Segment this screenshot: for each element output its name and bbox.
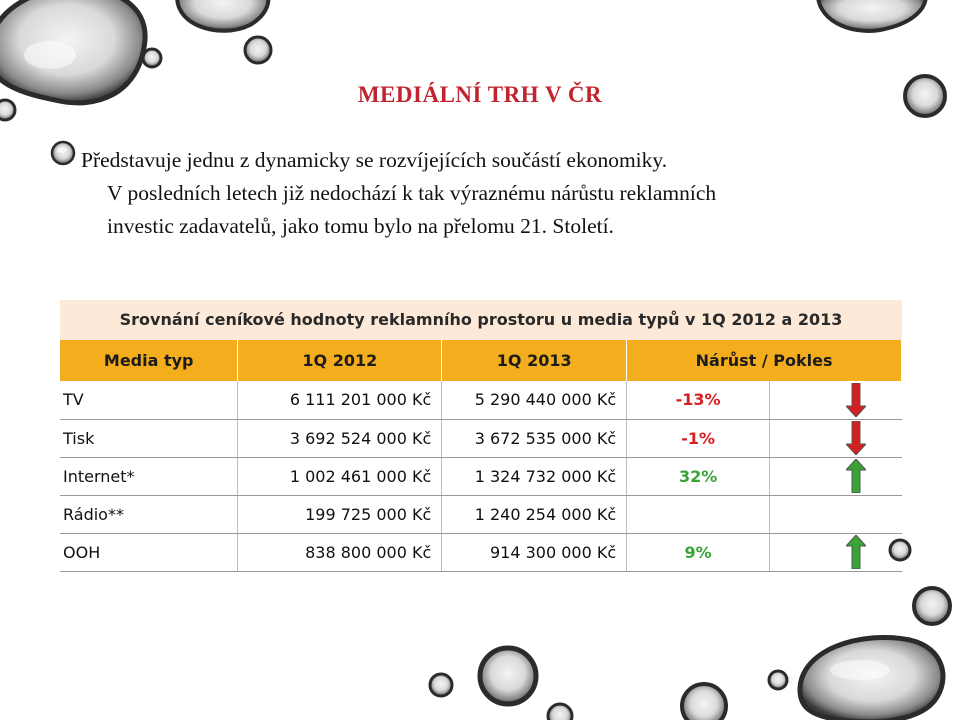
value-2012-cell: 1 002 461 000 Kč <box>238 457 442 495</box>
trend-arrow-cell <box>770 533 902 571</box>
header-1q-2012: 1Q 2012 <box>238 340 442 381</box>
water-drop-bullet-icon <box>50 140 76 166</box>
media-comparison-table <box>60 300 902 580</box>
water-drop-icon <box>177 0 268 31</box>
value-2012-cell: 3 692 524 000 Kč <box>238 419 442 457</box>
header-media-type: Media typ <box>60 340 238 381</box>
red-down-arrow-icon <box>846 421 866 455</box>
value-2013-cell: 3 672 535 000 Kč <box>442 419 627 457</box>
media-type-cell: Rádio** <box>60 495 238 533</box>
change-percent-cell: 9% <box>627 533 770 571</box>
bullet-text <box>81 144 881 243</box>
trend-arrow-cell <box>770 495 902 533</box>
media-type-cell: TV <box>60 381 238 419</box>
water-drop-icon <box>769 671 787 689</box>
data-table <box>60 340 902 572</box>
table-title: Srovnání ceníkové hodnoty reklamního prostoru u media typů v 1Q 2012 a 2013 <box>60 300 902 340</box>
bullet-line: Představuje jednu z dynamicky se rozvíjejících součástí ekonomiky. <box>81 148 668 172</box>
bullet-line: investic zadavatelů, jako tomu bylo na přelomu 21. Století. <box>107 214 614 238</box>
trend-arrow-cell <box>770 381 902 419</box>
value-2013-cell: 1 324 732 000 Kč <box>442 457 627 495</box>
water-drop-icon <box>143 49 161 67</box>
water-drop-icon <box>682 684 726 720</box>
value-2013-cell: 914 300 000 Kč <box>442 533 627 571</box>
value-2013-cell: 1 240 254 000 Kč <box>442 495 627 533</box>
table-body <box>60 381 902 571</box>
table-row <box>60 381 902 419</box>
change-percent-cell: 32% <box>627 457 770 495</box>
water-drop-icon <box>245 37 271 63</box>
water-drop-icon <box>480 648 536 704</box>
header-1q-2013: 1Q 2013 <box>442 340 627 381</box>
water-drop-icon <box>548 704 572 720</box>
header-change: Nárůst / Pokles <box>627 340 902 381</box>
media-type-cell: OOH <box>60 533 238 571</box>
value-2012-cell: 6 111 201 000 Kč <box>238 381 442 419</box>
media-type-cell: Internet* <box>60 457 238 495</box>
water-drop-icon <box>800 637 943 720</box>
slide-title: MEDIÁLNÍ TRH V ČR <box>357 82 603 107</box>
green-up-arrow-icon <box>846 459 866 493</box>
bullet-line: V posledních letech již nedochází k tak výraznému nárůstu reklamních <box>107 181 717 205</box>
value-2012-cell: 838 800 000 Kč <box>238 533 442 571</box>
change-percent-cell: -13% <box>627 381 770 419</box>
table-row <box>60 495 902 533</box>
change-percent-cell: -1% <box>627 419 770 457</box>
trend-arrow-cell <box>770 419 902 457</box>
value-2013-cell: 5 290 440 000 Kč <box>442 381 627 419</box>
change-percent-cell <box>627 495 770 533</box>
table-row <box>60 457 902 495</box>
water-drop-icon <box>430 674 452 696</box>
table-row <box>60 419 902 457</box>
value-2012-cell: 199 725 000 Kč <box>238 495 442 533</box>
media-type-cell: Tisk <box>60 419 238 457</box>
table-row <box>60 533 902 571</box>
red-down-arrow-icon <box>846 383 866 417</box>
water-drop-icon <box>818 0 926 31</box>
table-header-row <box>60 340 902 381</box>
water-drop-icon <box>914 588 950 624</box>
trend-arrow-cell <box>770 457 902 495</box>
green-up-arrow-icon <box>846 535 866 569</box>
